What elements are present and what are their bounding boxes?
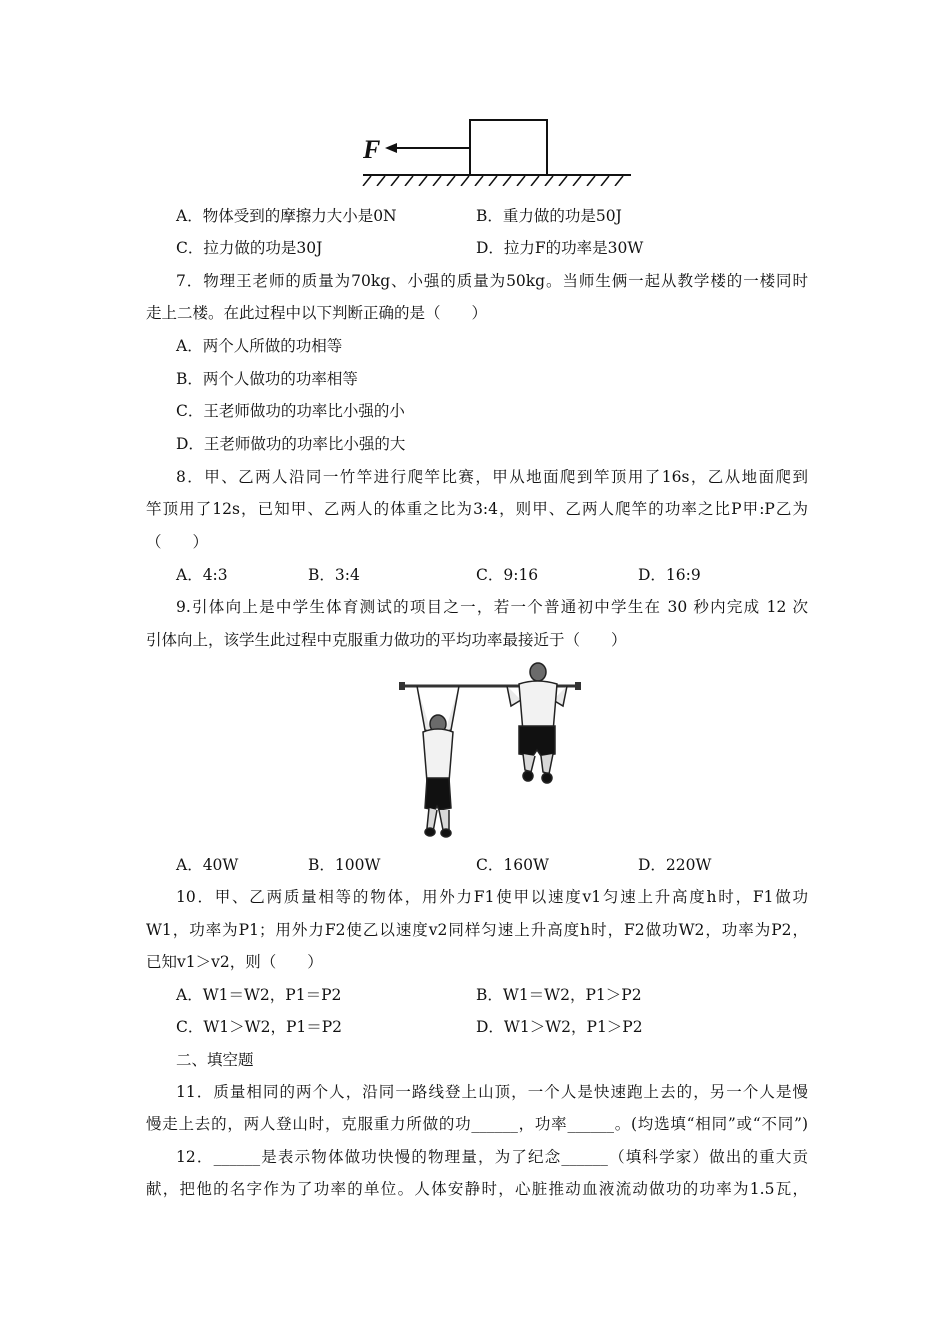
q7-option-c: C．王老师做功的功率比小强的小 (176, 402, 405, 420)
q12-line-2: 献，把他的名字作为了功率的单位。人体安静时，心脏推动血液流动做功的功率为1.5瓦， (146, 1180, 808, 1198)
q7-option-b: B．两个人做功的功率相等 (176, 370, 358, 388)
q8-line-3: （ ） (146, 533, 209, 551)
floor-hatching (363, 176, 623, 186)
q7-line-1: 7．物理王老师的质量为70kg、小强的质量为50kg。当师生俩一起从教学楼的一楼同时 (176, 272, 808, 290)
q8-option-c: C．9:16 (476, 566, 539, 584)
q10-option-a: A．W1＝W2，P1＝P2 (176, 986, 342, 1004)
force-label: F (363, 135, 381, 164)
hanging-person (417, 686, 459, 837)
q9-line-1: 9.引体向上是中学生体育测试的项目之一，若一个普通初中学生在 30 秒内完成 12 次 (176, 598, 808, 616)
q10-option-b: B．W1＝W2，P1＞P2 (476, 986, 642, 1004)
q7-option-a: A．两个人所做的功相等 (176, 337, 343, 355)
q6-option-c: C．拉力做的功是30J (176, 239, 323, 257)
block-force-figure (355, 116, 635, 186)
pull-up-figure (395, 660, 585, 845)
q9-line-2: 引体向上，该学生此过程中克服重力做功的平均功率最接近于（ ） (146, 631, 627, 649)
section-heading-fill-in: 二、填空题 (176, 1051, 254, 1069)
q10-line-1: 10．甲、乙两质量相等的物体，用外力F1使甲以速度v1匀速上升高度h时，F1做功 (176, 888, 808, 906)
q7-line-2: 走上二楼。在此过程中以下判断正确的是（ ） (146, 304, 488, 322)
q6-option-b: B．重力做的功是50J (476, 207, 622, 225)
q12-line-1: 12．______是表示物体做功快慢的物理量，为了纪念______（填科学家）做出的重大贡 (176, 1148, 808, 1166)
q6-option-d: D．拉力F的功率是30W (476, 239, 644, 257)
q7-option-d: D．王老师做功的功率比小强的大 (176, 435, 406, 453)
q9-option-c: C．160W (476, 856, 549, 874)
q6-option-a: A．物体受到的摩擦力大小是0N (176, 207, 397, 225)
q11-line-2: 慢走上去的，两人登山时，克服重力所做的功______，功率______。(均选填“相同”或“不同”) (146, 1115, 808, 1133)
q10-line-3: 已知v1＞v2，则（ ） (146, 953, 323, 971)
q10-option-c: C．W1＞W2，P1＝P2 (176, 1018, 343, 1036)
q10-option-d: D．W1＞W2，P1＞P2 (476, 1018, 643, 1036)
pulling-person (507, 663, 567, 783)
q8-line-1: 8．甲、乙两人沿同一竹竿进行爬竿比赛，甲从地面爬到竿顶用了16s，乙从地面爬到 (176, 468, 808, 486)
q8-option-d: D．16:9 (638, 566, 701, 584)
q9-option-d: D．220W (638, 856, 712, 874)
block (470, 120, 547, 175)
q11-line-1: 11．质量相同的两个人，沿同一路线登上山顶，一个人是快速跑上去的，另一个人是慢 (176, 1083, 808, 1101)
q8-option-b: B．3:4 (308, 566, 360, 584)
q8-line-2: 竿顶用了12s，已知甲、乙两人的体重之比为3:4，则甲、乙两人爬竿的功率之比P甲:P乙为 (146, 500, 808, 518)
q9-option-b: B．100W (308, 856, 381, 874)
q10-line-2: W1，功率为P1；用外力F2使乙以速度v2同样匀速上升高度h时，F2做功W2，功率为P2， (146, 921, 808, 939)
q8-option-a: A．4:3 (176, 566, 228, 584)
q9-option-a: A．40W (176, 856, 239, 874)
force-arrowhead (385, 143, 397, 153)
